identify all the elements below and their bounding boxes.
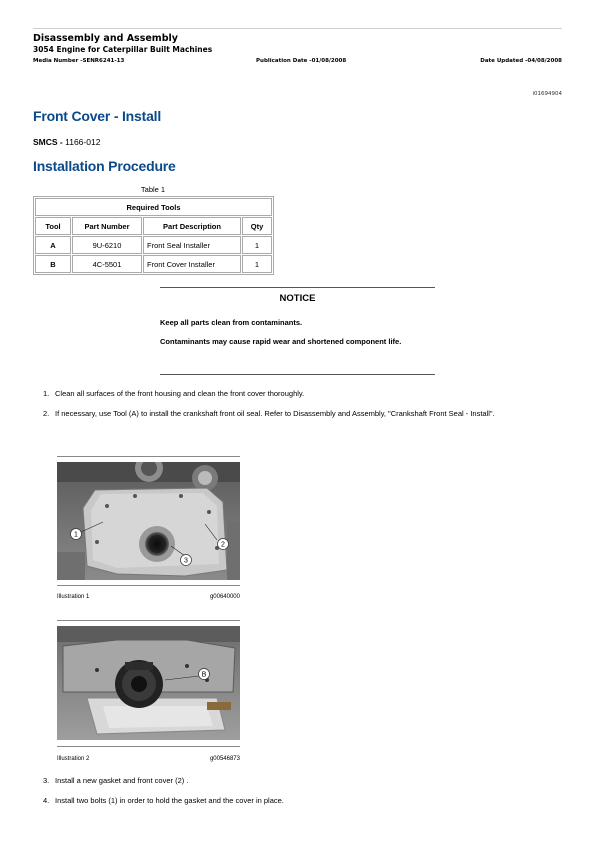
illustration-2-photo [57, 626, 240, 740]
smcs-label: SMCS - [33, 137, 63, 147]
step-text: Install two bolts (1) in order to hold the gasket and the cover in place. [55, 796, 284, 805]
callout-2 [218, 539, 229, 550]
column-header-part-description: Part Description [143, 217, 241, 235]
qty-cell: 1 [242, 236, 272, 254]
table-row [35, 236, 272, 254]
callout-3 [181, 555, 192, 566]
required-tools-table [33, 196, 274, 275]
callout-2-label: 2 [221, 541, 225, 549]
doc-header-subtitle: 3054 Engine for Caterpillar Built Machines [33, 45, 213, 54]
table-caption: Table 1 [140, 185, 166, 194]
illustration-1-photo [57, 462, 240, 580]
callout-1-label: 1 [74, 531, 78, 539]
illustration-1-caption: Illustration 1 [57, 594, 90, 600]
smcs-code: 1166-012 [65, 137, 101, 147]
column-header-part-number: Part Number [72, 217, 142, 235]
tool-cell: A [35, 236, 71, 254]
callout-b-label: B [201, 671, 207, 679]
notice-bottom-rule [160, 374, 435, 375]
step-4 [43, 796, 563, 806]
notice-text-2: Contaminants may cause rapid wear and shortened component life. [160, 337, 402, 346]
part-number-cell: 9U-6210 [72, 236, 142, 254]
column-header-tool: Tool [35, 217, 71, 235]
step-number: 1. [43, 389, 50, 398]
callout-1 [71, 529, 82, 540]
part-number-cell: 4C-5501 [72, 255, 142, 273]
step-text: Install a new gasket and front cover (2) . [55, 776, 189, 785]
step-3 [43, 776, 563, 786]
callout-3-label: 3 [184, 557, 188, 565]
illustration-2-code: g00546873 [209, 756, 240, 762]
table-header-row [35, 217, 272, 235]
step-1 [43, 389, 563, 399]
figure-1-top-rule [57, 456, 240, 457]
notice-title: NOTICE [279, 293, 316, 304]
top-rule [33, 28, 562, 29]
callout-b [199, 669, 210, 680]
step-text: Clean all surfaces of the front housing and clean the front cover thoroughly. [55, 389, 305, 398]
table-title-row [35, 198, 272, 216]
notice-top-rule [160, 287, 435, 288]
column-header-qty: Qty [242, 217, 272, 235]
table-title: Required Tools [35, 198, 272, 216]
part-description-cell: Front Cover Installer [143, 255, 241, 273]
media-number: Media Number -SENR6241-13 [33, 58, 125, 64]
smcs-line [33, 137, 100, 147]
step-number: 2. [43, 409, 50, 418]
table-row [35, 255, 272, 273]
tool-cell: B [35, 255, 71, 273]
illustration-1-code: g00640000 [209, 594, 240, 600]
front-cover-installer-image [57, 626, 240, 740]
figure-1-bottom-rule [57, 585, 240, 586]
doc-header-title: Disassembly and Assembly [33, 33, 178, 44]
date-updated: Date Updated -04/08/2008 [480, 58, 562, 64]
step-text: If necessary, use Tool (A) to install the crankshaft front oil seal. Refer to Disassembly and Assembly, "Crankshaft Front Seal - Install". [55, 409, 495, 418]
notice-text-1: Keep all parts clean from contaminants. [160, 318, 303, 327]
publication-date: Publication Date -01/08/2008 [256, 58, 347, 64]
step-2 [43, 409, 563, 419]
document-id: i01694904 [532, 91, 562, 97]
step-number: 3. [43, 776, 50, 785]
part-description-cell: Front Seal Installer [143, 236, 241, 254]
figure-2-bottom-rule [57, 746, 240, 747]
section-title: Installation Procedure [33, 158, 176, 174]
step-number: 4. [43, 796, 50, 805]
page-title: Front Cover - Install [33, 108, 162, 124]
illustration-2-caption: Illustration 2 [57, 756, 90, 762]
qty-cell: 1 [242, 255, 272, 273]
figure-2-top-rule [57, 620, 240, 621]
engine-front-housing-image [57, 462, 240, 580]
